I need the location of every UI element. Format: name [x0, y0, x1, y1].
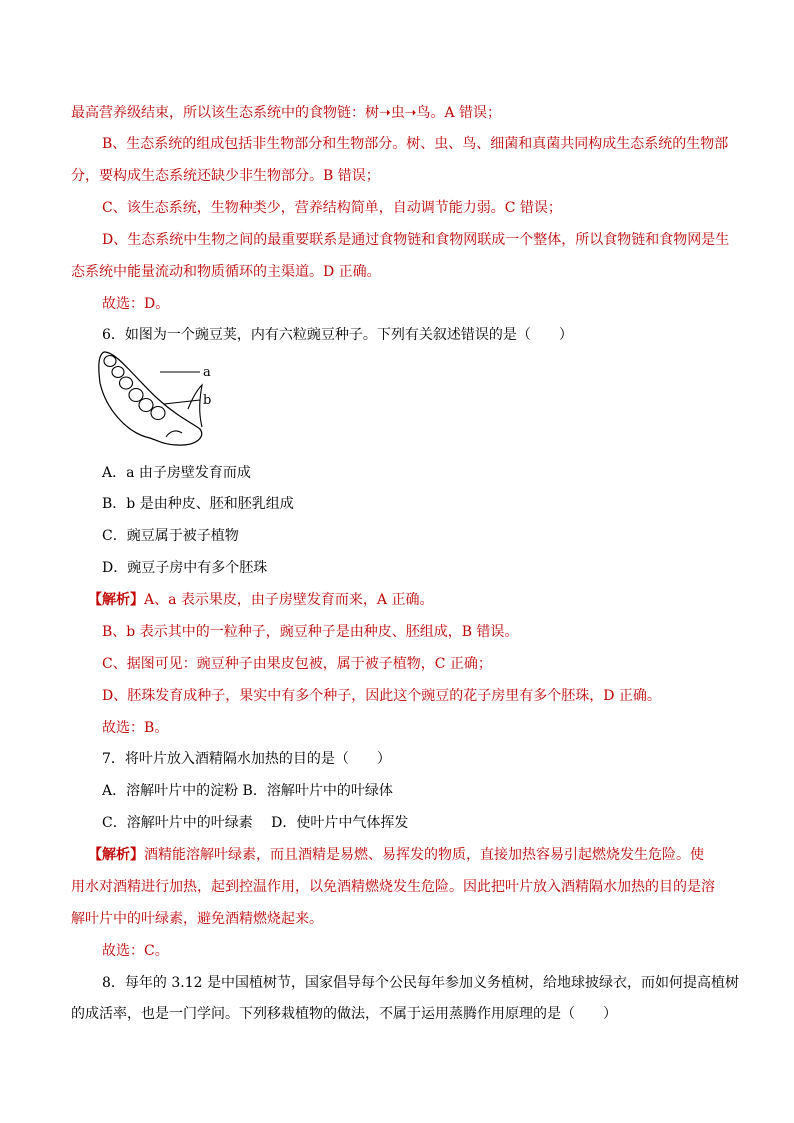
seed-shape — [151, 407, 165, 420]
label-a: a — [203, 365, 211, 380]
question-7-options-ab: A．溶解叶片中的淀粉 B．溶解叶片中的叶绿体 — [102, 783, 393, 799]
analysis-line: C、该生态系统，生物种类少，营养结构简单，自动调节能力弱。C 错误； — [102, 200, 562, 216]
seed-shape — [120, 377, 133, 389]
pod-base-shape — [166, 431, 182, 437]
answer-line: 故选：B。 — [102, 720, 169, 736]
analysis-line: B、b 表示其中的一粒种子，豌豆种子是由种皮、胚组成，B 错误。 — [102, 624, 519, 640]
question-8-stem: 的成活率，也是一门学问。下列移栽植物的做法，不属于运用蒸腾作用原理的是（ ） — [71, 1006, 617, 1022]
seed-shape — [104, 356, 116, 367]
answer-line: 故选：D。 — [102, 296, 170, 312]
analysis-line: B、生态系统的组成包括非生物部分和生物部分。树、虫、鸟、细菌和真菌共同构成生态系统的生物部 — [102, 136, 729, 152]
analysis-line: C、据图可见：豌豆种子由果皮包被，属于被子植物，C 正确； — [102, 656, 492, 672]
pod-outline-shape — [99, 352, 202, 445]
seed-shape — [139, 399, 153, 412]
analysis-line: 最高营养级结束，所以该生态系统中的食物链：树➝虫➝鸟。A 错误； — [71, 105, 502, 121]
question-7-options-cd: C．溶解叶片中的叶绿素 D．使叶片中气体挥发 — [102, 815, 409, 831]
analysis-line: D、生态系统中生物之间的最重要联系是通过食物链和食物网联成一个整体，所以食物链和食物网是生 — [102, 232, 730, 248]
seed-shape — [112, 367, 124, 378]
analysis-text: A、a 表示果皮，由子房壁发育而来，A 正确。 — [144, 592, 434, 608]
question-6-option-a: A．a 由子房壁发育而成 — [102, 465, 251, 481]
label-b: b — [203, 393, 212, 408]
question-6-stem: 6．如图为一个豌豆荚，内有六粒豌豆种子。下列有关叙述错误的是（ ） — [102, 327, 573, 343]
analysis-line: 用水对酒精进行加热，起到控温作用，以免酒精燃烧发生危险。因此把叶片放入酒精隔水加热的目的是溶 — [71, 879, 715, 895]
analysis-tag: 【解析】 — [88, 592, 144, 608]
question-8-stem: 8．每年的 3.12 是中国植树节，国家倡导每个公民每年参加义务植树，给地球披绿衣，而如何提高植树 — [102, 975, 739, 991]
answer-line: 故选：C。 — [102, 943, 169, 959]
analysis-line — [88, 590, 433, 610]
question-6-option-b: B．b 是由种皮、胚和胚乳组成 — [102, 496, 294, 512]
label-line-b — [164, 400, 200, 404]
analysis-line — [88, 845, 704, 865]
question-6-option-c: C．豌豆属于被子植物 — [102, 528, 239, 544]
question-6-option-d: D．豌豆子房中有多个胚珠 — [102, 560, 268, 576]
analysis-line: 分，要构成生态系统还缺少非生物部分。B 错误； — [71, 168, 380, 184]
pea-pod-figure — [96, 349, 226, 451]
analysis-text: 酒精能溶解叶绿素，而且酒精是易燃、易挥发的物质，直接加热容易引起燃烧发生危险。使 — [144, 847, 704, 863]
seed-shape — [129, 389, 143, 402]
pod-stalk-shape — [188, 385, 202, 427]
analysis-line: 态系统中能量流动和物质循环的主渠道。D 正确。 — [71, 264, 381, 280]
analysis-tag: 【解析】 — [88, 847, 144, 863]
analysis-line: 解叶片中的叶绿素，避免酒精燃烧起来。 — [71, 911, 323, 927]
analysis-line: D、胚珠发育成种子，果实中有多个种子，因此这个豌豆的花子房里有多个胚珠，D 正确。 — [102, 688, 661, 704]
question-7-stem: 7．将叶片放入酒精隔水加热的目的是（ ） — [102, 751, 391, 767]
